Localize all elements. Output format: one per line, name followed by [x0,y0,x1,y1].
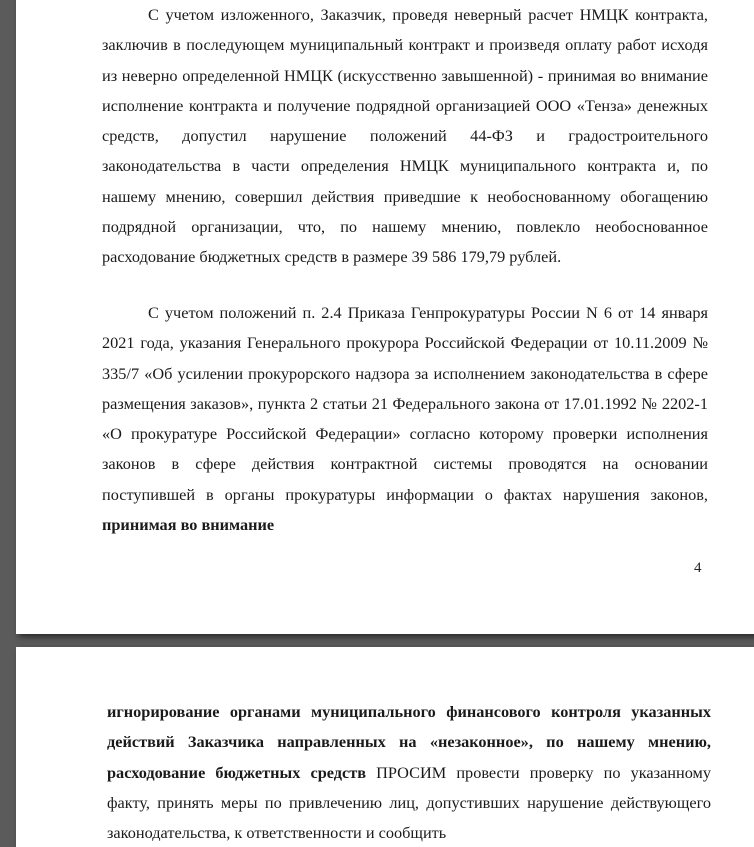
paragraph-request-bold: игнорирование органами муниципального финансового контроля указанных действий Заказчика направленных на «незаконное», по нашему мнению, расходование бюджетных средств [107,702,711,782]
paragraph-conclusion: С учетом изложенного, Заказчик, проведя неверный расчет НМЦК контракта, заключив в последующем муниципальный контракт и произведя оплату работ исходя из неверно определенной НМЦК (искусственно завышенной) - принимая во внимание исполнение контракта и получение подрядной организацией ООО «Тенза» денежных средств, допустил нарушение положений 44-ФЗ и градостроительного законодательства в части определения НМЦК муниципального контракта и, по нашему мнению, совершил действия приведшие к необоснованному обогащению подрядной организации, что, по нашему мнению, повлекло необоснованное расходование бюджетных средств в размере 39 586 179,79 рублей. [102,5,708,267]
paragraph-request [107,697,711,847]
document-page-5 [16,647,754,847]
paragraph-legal-basis [102,298,708,540]
document-page-4 [16,0,754,634]
paragraph-request-text: ПРОСИМ провести проверку по указанному факту, принять меры по привлечению лиц, допустивших нарушение действующего законодательства, к ответственности и сообщить [107,762,712,843]
paragraph-legal-basis-text: С учетом положений п. 2.4 Приказа Генпрокуратуры России N 6 от 14 января 2021 года, указания Генерального прокурора Российской Федерации от 10.11.2009 № 335/7 «Об усилении прокурорского надзора за исполнением законодательства в сфере размещения заказов», пункта 2 статьи 21 Федерального закона от 17.01.1992 № 2202-1 «О прокуратуре Российской Федерации» согласно которому проверки исполнения законов в сфере действия контрактной системы проводятся на основании поступившей в органы прокуратуры информации о фактах нарушения законов, [102,303,708,504]
paragraph-legal-basis-bold: принимая во внимание [102,515,275,535]
page-number: 4 [694,560,702,576]
